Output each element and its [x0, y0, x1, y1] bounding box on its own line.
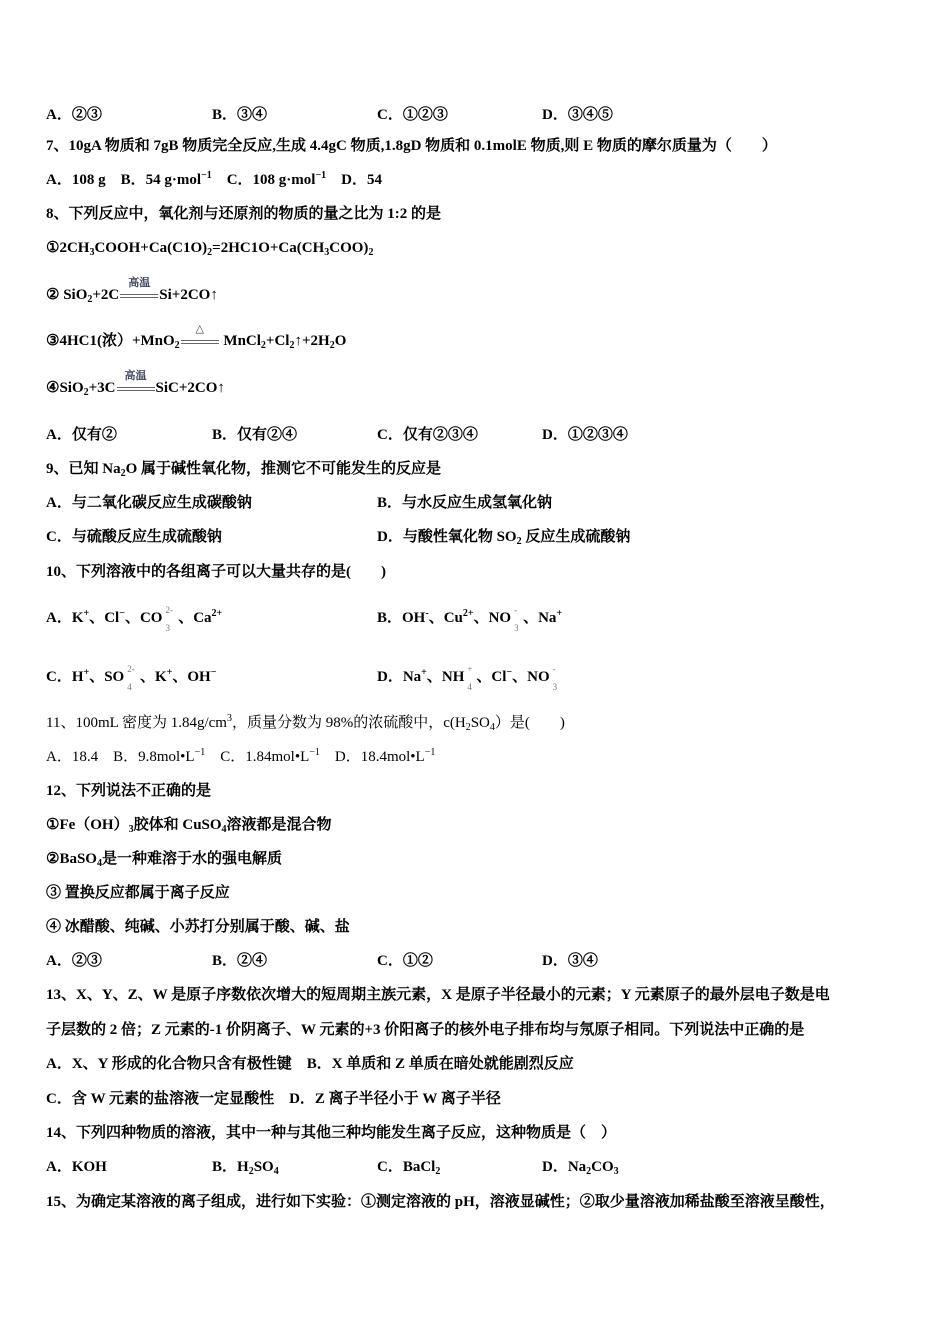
- subscript: 4: [221, 824, 227, 835]
- text-run: D．54: [326, 172, 383, 188]
- text-run: D．③④⑤: [542, 107, 613, 123]
- subscript: 2: [260, 340, 266, 351]
- subscript: 2: [329, 340, 335, 351]
- ion-count: 3: [165, 622, 170, 633]
- subscript: 2: [120, 468, 126, 479]
- text-run: 、SO: [89, 669, 125, 685]
- text-run: 是一种难溶于水的强电解质: [101, 851, 282, 867]
- text-run: +2C: [92, 287, 120, 303]
- text-run: A．K: [46, 610, 84, 626]
- subscript: 2: [87, 294, 93, 305]
- line-text: [46, 878, 230, 908]
- text-run: ①2CH: [46, 240, 90, 256]
- superscript: −: [506, 667, 513, 678]
- line-text: [46, 844, 282, 874]
- text-line: [0, 1084, 950, 1114]
- line-text: [46, 708, 565, 738]
- text-run: 、CO: [124, 610, 163, 626]
- line-text: [46, 1049, 574, 1079]
- text-run: 、NO: [473, 610, 512, 626]
- text-run: A．X、Y 形成的化合物只含有极性键 B．X 单质和 Z 单质在暗处就能剧烈反应: [46, 1056, 574, 1072]
- text-run: A．18.4 B．9.8mol•L: [46, 749, 195, 765]
- subscript: 3: [128, 824, 134, 835]
- superscript: −1: [424, 747, 436, 758]
- text-run: SO: [253, 1159, 274, 1175]
- superscript: 2+: [462, 608, 474, 619]
- line-text: [46, 912, 350, 942]
- text-run: 11、100mL 密度为 1.84g/cm: [46, 715, 227, 731]
- text-run: 溶液都是混合物: [226, 817, 332, 833]
- option-item: [212, 100, 267, 130]
- line-text: [46, 980, 830, 1010]
- reaction-condition: △: [195, 322, 204, 335]
- text-line: [0, 522, 950, 552]
- option-item: [46, 1152, 107, 1182]
- text-line: [0, 603, 950, 633]
- text-run: C．H: [46, 669, 84, 685]
- option-item: [46, 946, 102, 976]
- ion-count: 3: [552, 681, 558, 692]
- reaction-condition: 高温: [128, 276, 151, 289]
- text-line: [0, 369, 950, 403]
- text-run: 反应生成硫酸钠: [521, 529, 631, 545]
- superscript: −: [210, 667, 217, 678]
- text-run: 、K: [136, 669, 167, 685]
- ion-charge-stack: [124, 663, 136, 692]
- superscript: −1: [309, 747, 320, 758]
- line-text: [46, 1118, 616, 1148]
- ion-charge-stack: [511, 604, 523, 633]
- text-run: 14、下列四种物质的溶液，其中一种与其他三种均能发生离子反应，这种物质是（ ）: [46, 1125, 617, 1141]
- text-run: C．108 g·mol: [211, 172, 316, 188]
- text-line: [0, 276, 950, 310]
- text-run: +Cl: [265, 333, 290, 349]
- text-run: 子层数的 2 倍；Z 元素的-1 价阴离子、W 元素的+3 价阳离子的核外电子排布均与氖原子相同。下列说法中正确的是: [46, 1022, 805, 1038]
- line-text: [46, 233, 373, 263]
- subscript: 2: [207, 247, 213, 258]
- option-item: [377, 420, 478, 450]
- text-run: SO: [470, 715, 490, 731]
- reaction-condition-equals: [117, 369, 155, 391]
- ion-charge: 2-: [165, 604, 173, 615]
- text-run: C．1.84mol•L: [205, 749, 310, 765]
- text-line: [0, 912, 950, 942]
- text-line: [0, 322, 950, 356]
- ion-charge: +: [467, 663, 473, 674]
- text-line: [0, 488, 950, 518]
- subscript: 3: [613, 1166, 619, 1177]
- text-run: ④ 冰醋酸、纯碱、小苏打分别属于酸、碱、盐: [46, 919, 350, 935]
- text-run: A．②③: [46, 107, 102, 123]
- text-line: [0, 199, 950, 229]
- text-line: [0, 420, 950, 450]
- option-item: [46, 603, 222, 633]
- text-run: 、Cl: [89, 610, 120, 626]
- text-line: [0, 1049, 950, 1079]
- text-run: 13、X、Y、Z、W 是原子序数依次增大的短周期主族元素，X 是原子半径最小的元素；Y 元素原子的最外层电子数是电: [46, 987, 830, 1003]
- reaction-condition-equals: [120, 276, 158, 298]
- option-item: [377, 100, 448, 130]
- text-run: B．③④: [212, 107, 268, 123]
- line-text: [46, 322, 347, 356]
- ion-charge-stack: [550, 663, 562, 692]
- superscript: -: [425, 608, 429, 619]
- text-run: C．BaCl: [377, 1159, 436, 1175]
- line-text: [46, 131, 777, 161]
- option-item: [212, 1152, 279, 1182]
- superscript: +: [83, 667, 90, 678]
- text-line: [0, 1118, 950, 1148]
- text-line: [0, 165, 950, 195]
- subscript: 2: [368, 247, 374, 258]
- text-run: A．仅有②: [46, 427, 117, 443]
- text-line: [0, 1015, 950, 1045]
- subscript: 4: [489, 722, 495, 733]
- text-run: 、NO: [512, 669, 550, 685]
- reaction-condition-equals: [181, 322, 219, 344]
- reaction-condition: 高温: [124, 369, 147, 382]
- option-item: [377, 1152, 440, 1182]
- subscript: 4: [96, 858, 102, 869]
- text-run: A．KOH: [46, 1159, 107, 1175]
- ion-charge: 2-: [127, 663, 135, 674]
- ion-charge-stack: [162, 604, 174, 633]
- text-run: 15、为确定某溶液的离子组成，进行如下实验：①测定溶液的 pH，溶液显碱性；②取少量溶液加稀盐酸至溶液呈酸性，: [46, 1194, 835, 1210]
- superscript: −1: [201, 170, 212, 181]
- line-text: [46, 742, 435, 772]
- text-line: [0, 1187, 950, 1217]
- text-run: COOH+Ca(C1O): [94, 240, 208, 256]
- ion-count: 4: [467, 681, 472, 692]
- text-run: 胶体和 CuSO: [133, 817, 222, 833]
- superscript: −1: [194, 747, 206, 758]
- text-run: C．仅有②③④: [377, 427, 478, 443]
- ion-charge: -: [514, 604, 518, 615]
- superscript: 3: [226, 713, 232, 724]
- text-run: CO: [591, 1159, 614, 1175]
- option-item: [377, 522, 630, 552]
- text-run: D．Na: [377, 669, 422, 685]
- text-run: 10、下列溶液中的各组离子可以大量共存的是( ): [46, 564, 386, 580]
- text-run: 、Na: [523, 610, 557, 626]
- subscript: 2: [289, 340, 295, 351]
- text-line: [0, 742, 950, 772]
- text-line: [0, 776, 950, 806]
- subscript: 3: [89, 247, 95, 258]
- line-text: [46, 1187, 835, 1217]
- superscript: +: [166, 667, 173, 678]
- subscript: 3: [324, 247, 330, 258]
- option-item: [212, 946, 267, 976]
- option-item: [46, 522, 222, 552]
- text-line: [0, 708, 950, 738]
- subscript: 4: [273, 1166, 279, 1177]
- text-run: B．②④: [212, 953, 268, 969]
- option-item: [542, 1152, 619, 1182]
- text-run: SiC+2CO↑: [155, 380, 225, 396]
- option-item: [377, 662, 562, 692]
- line-text: [46, 810, 332, 840]
- superscript: −1: [315, 170, 327, 181]
- text-run: 、Ca: [174, 610, 212, 626]
- text-line: [0, 946, 950, 976]
- text-run: B．H: [212, 1159, 249, 1175]
- text-run: ②BaSO: [46, 851, 97, 867]
- option-item: [46, 420, 117, 450]
- text-run: C．含 W 元素的盐溶液一定显酸性 D．Z 离子半径小于 W 离子半径: [46, 1091, 501, 1107]
- text-run: O 属于碱性氧化物，推测它不可能发生的反应是: [125, 461, 442, 477]
- text-run: D．Na: [542, 1159, 587, 1175]
- text-run: D．①②③④: [542, 427, 628, 443]
- line-text: [46, 276, 218, 310]
- superscript: −: [119, 608, 125, 619]
- subscript: 2: [435, 1166, 441, 1177]
- superscript: +: [83, 608, 90, 619]
- superscript: 2+: [211, 608, 223, 619]
- text-run: B．仅有②④: [212, 427, 298, 443]
- line-text: [46, 369, 225, 403]
- text-run: D．与酸性氧化物 SO: [377, 529, 517, 545]
- subscript: 2: [586, 1166, 592, 1177]
- option-item: [46, 488, 252, 518]
- text-run: 12、下列说法不正确的是: [46, 783, 212, 799]
- text-run: 9、已知 Na: [46, 461, 121, 477]
- text-line: [0, 662, 950, 692]
- option-item: [377, 603, 562, 633]
- text-run: +3C: [88, 380, 116, 396]
- text-run: =2HC1O+Ca(CH: [212, 240, 325, 256]
- subscript: 2: [248, 1166, 254, 1177]
- text-run: 、NH: [426, 669, 465, 685]
- text-line: [0, 810, 950, 840]
- line-text: [46, 454, 441, 484]
- text-run: C．①②: [377, 953, 433, 969]
- text-run: ③ 置换反应都属于离子反应: [46, 885, 230, 901]
- text-run: ，质量分数为 98%的浓硫酸中，c(H: [231, 715, 466, 731]
- text-run: 、OH: [172, 669, 211, 685]
- line-text: [46, 1015, 804, 1045]
- ion-charge: -: [552, 663, 556, 674]
- text-run: A．与二氧化碳反应生成碳酸钠: [46, 495, 252, 511]
- text-run: 7、10gA 物质和 7gB 物质完全反应,生成 4.4gC 物质,1.8gD 物质和 0.1molE 物质,则 E 物质的摩尔质量为（ ）: [46, 138, 777, 154]
- option-item: [46, 662, 216, 692]
- text-run: 、Cu: [428, 610, 463, 626]
- option-item: [377, 946, 433, 976]
- text-run: C．①②③: [377, 107, 448, 123]
- ion-count: 4: [127, 681, 132, 692]
- text-run: ①Fe（OH）: [46, 817, 129, 833]
- subscript: 2: [465, 722, 471, 733]
- text-line: [0, 557, 950, 587]
- text-run: ）是( ): [494, 715, 565, 731]
- text-run: ② SiO: [46, 287, 88, 303]
- text-run: 8、下列反应中，氧化剂与还原剂的物质的量之比为 1:2 的是: [46, 206, 441, 222]
- text-line: [0, 131, 950, 161]
- text-run: A．②③: [46, 953, 102, 969]
- option-item: [542, 946, 598, 976]
- text-line: [0, 844, 950, 874]
- text-line: [0, 454, 950, 484]
- text-run: B．与水反应生成氢氧化钠: [377, 495, 553, 511]
- superscript: +: [556, 608, 563, 619]
- ion-charge-stack: [464, 663, 476, 692]
- text-run: B．OH: [377, 610, 426, 626]
- line-text: [46, 776, 211, 806]
- text-run: D．18.4mol•L: [319, 749, 425, 765]
- text-line: [0, 1152, 950, 1182]
- option-item: [377, 488, 552, 518]
- text-run: ④SiO: [46, 380, 84, 396]
- text-run: COO): [329, 240, 369, 256]
- text-line: [0, 980, 950, 1010]
- option-item: [212, 420, 297, 450]
- subscript: 2: [516, 536, 522, 547]
- text-run: 、Cl: [476, 669, 507, 685]
- text-run: ↑+2H: [294, 333, 330, 349]
- subscript: 2: [174, 340, 180, 351]
- superscript: +: [421, 667, 427, 678]
- text-run: Si+2CO↑: [159, 287, 218, 303]
- text-run: A．108 g B．54 g·mol: [46, 172, 202, 188]
- text-run: D．③④: [542, 953, 598, 969]
- text-line: [0, 878, 950, 908]
- subscript: 2: [83, 387, 89, 398]
- line-text: [46, 199, 441, 229]
- text-line: [0, 233, 950, 263]
- option-item: [542, 100, 613, 130]
- line-text: [46, 165, 382, 195]
- text-run: ③4HC1(浓）+MnO: [46, 333, 175, 349]
- text-run: MnCl: [219, 333, 261, 349]
- text-run: C．与硫酸反应生成硫酸钠: [46, 529, 222, 545]
- ion-count: 3: [514, 622, 519, 633]
- line-text: [46, 557, 386, 587]
- line-text: [46, 1084, 501, 1114]
- text-run: O: [334, 333, 347, 349]
- text-line: [0, 100, 950, 130]
- option-item: [46, 100, 102, 130]
- option-item: [542, 420, 628, 450]
